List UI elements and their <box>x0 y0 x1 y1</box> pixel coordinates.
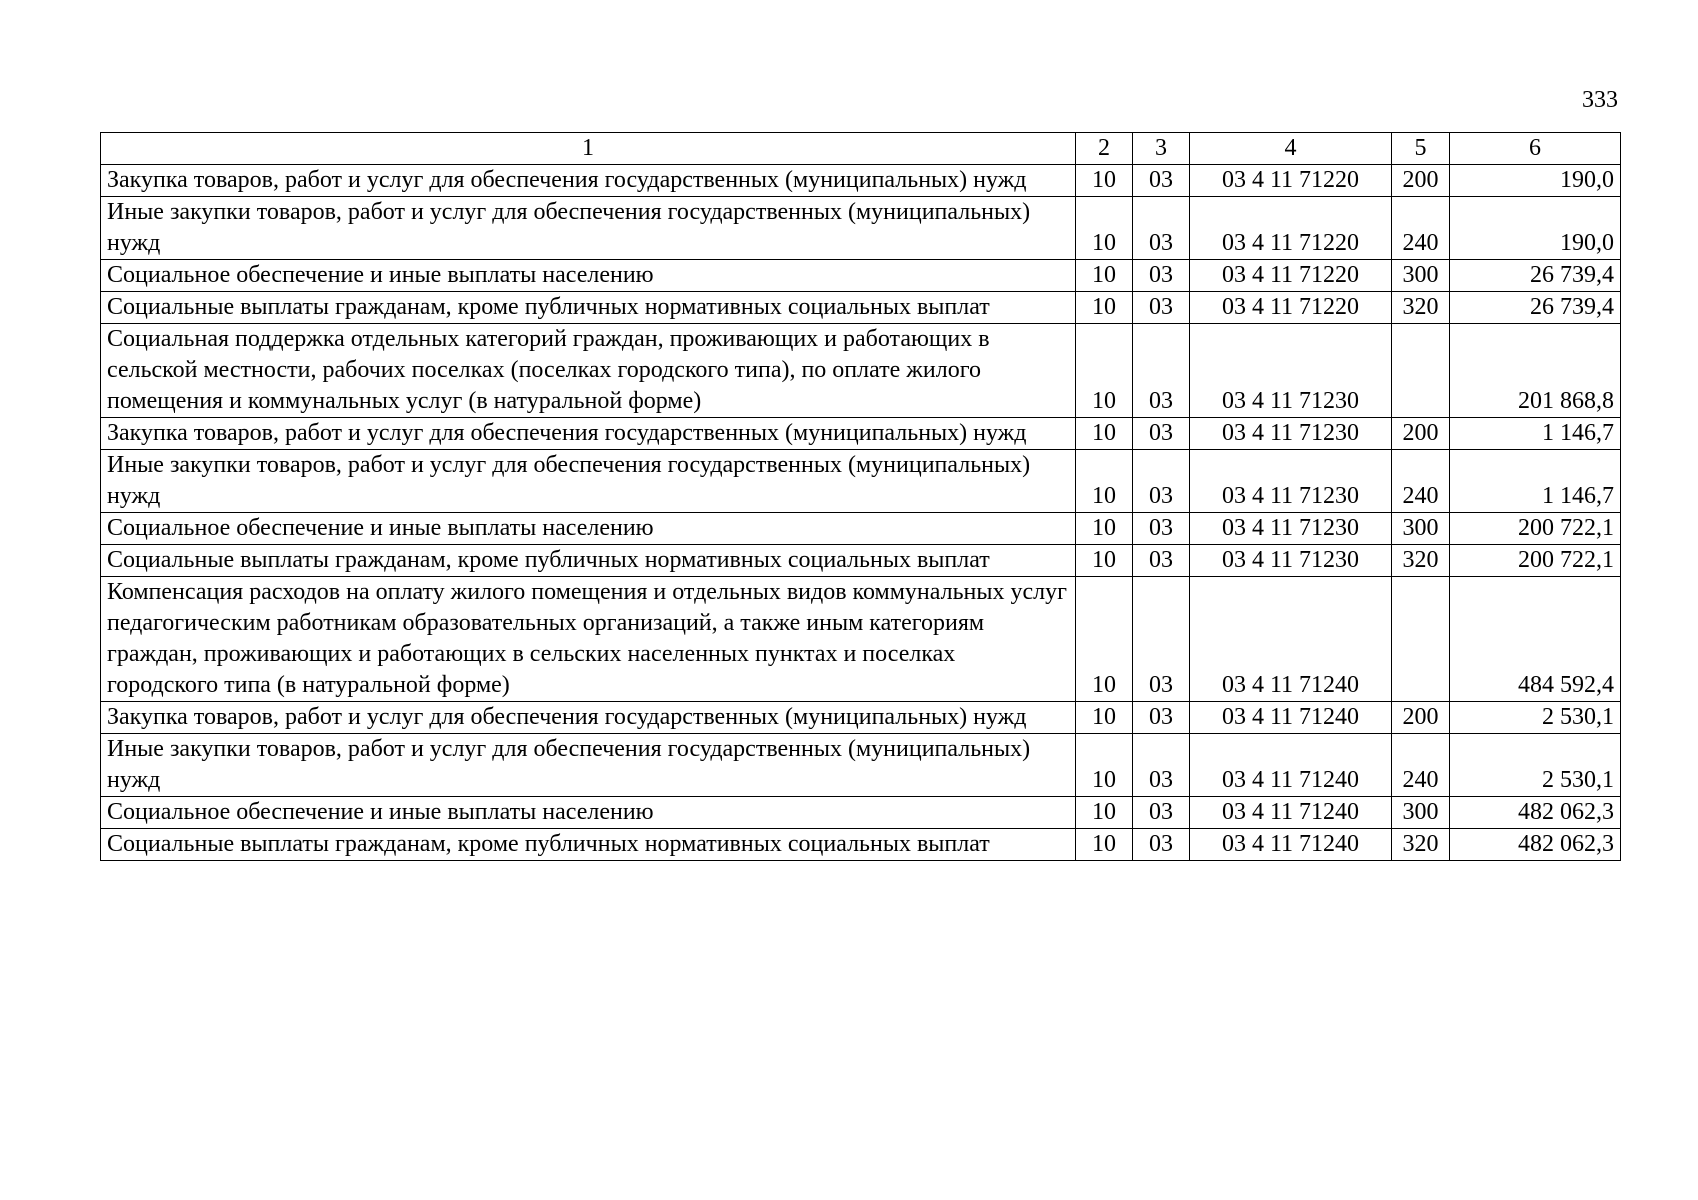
subsection-code-cell: 03 <box>1133 292 1190 324</box>
column-header: 2 <box>1076 133 1133 165</box>
table-row <box>101 545 1621 577</box>
amount-cell: 200 722,1 <box>1450 513 1621 545</box>
subsection-code-cell: 03 <box>1133 513 1190 545</box>
section-code-cell: 10 <box>1076 418 1133 450</box>
target-article-cell: 03 4 11 71220 <box>1190 165 1392 197</box>
expense-name-cell: Социальные выплаты гражданам, кроме публичных нормативных социальных выплат <box>101 292 1076 324</box>
expense-name-cell: Иные закупки товаров, работ и услуг для обеспечения государственных (муниципальных) нужд <box>101 450 1076 513</box>
amount-cell: 190,0 <box>1450 165 1621 197</box>
amount-cell: 484 592,4 <box>1450 577 1621 702</box>
table-row <box>101 260 1621 292</box>
target-article-cell: 03 4 11 71230 <box>1190 324 1392 418</box>
budget-table <box>100 132 1621 861</box>
section-code-cell: 10 <box>1076 260 1133 292</box>
column-header: 1 <box>101 133 1076 165</box>
table-row <box>101 165 1621 197</box>
expense-name-cell: Закупка товаров, работ и услуг для обеспечения государственных (муниципальных) нужд <box>101 418 1076 450</box>
table-row <box>101 324 1621 418</box>
target-article-cell: 03 4 11 71230 <box>1190 450 1392 513</box>
amount-cell: 482 062,3 <box>1450 829 1621 861</box>
expense-type-cell: 240 <box>1392 734 1450 797</box>
expense-name-cell: Социальное обеспечение и иные выплаты населению <box>101 513 1076 545</box>
section-code-cell: 10 <box>1076 577 1133 702</box>
subsection-code-cell: 03 <box>1133 577 1190 702</box>
target-article-cell: 03 4 11 71240 <box>1190 829 1392 861</box>
expense-type-cell: 300 <box>1392 513 1450 545</box>
target-article-cell: 03 4 11 71220 <box>1190 292 1392 324</box>
expense-name-cell: Социальные выплаты гражданам, кроме публичных нормативных социальных выплат <box>101 545 1076 577</box>
expense-name-cell: Закупка товаров, работ и услуг для обеспечения государственных (муниципальных) нужд <box>101 165 1076 197</box>
amount-cell: 201 868,8 <box>1450 324 1621 418</box>
expense-type-cell: 300 <box>1392 260 1450 292</box>
expense-type-cell: 300 <box>1392 797 1450 829</box>
subsection-code-cell: 03 <box>1133 702 1190 734</box>
target-article-cell: 03 4 11 71240 <box>1190 734 1392 797</box>
section-code-cell: 10 <box>1076 545 1133 577</box>
amount-cell: 1 146,7 <box>1450 450 1621 513</box>
expense-type-cell: 320 <box>1392 829 1450 861</box>
section-code-cell: 10 <box>1076 734 1133 797</box>
target-article-cell: 03 4 11 71240 <box>1190 577 1392 702</box>
subsection-code-cell: 03 <box>1133 165 1190 197</box>
target-article-cell: 03 4 11 71230 <box>1190 545 1392 577</box>
table-row <box>101 577 1621 702</box>
section-code-cell: 10 <box>1076 797 1133 829</box>
target-article-cell: 03 4 11 71240 <box>1190 797 1392 829</box>
expense-name-cell: Иные закупки товаров, работ и услуг для обеспечения государственных (муниципальных) нужд <box>101 197 1076 260</box>
column-number-row <box>101 133 1621 165</box>
table-row <box>101 197 1621 260</box>
table-row <box>101 450 1621 513</box>
subsection-code-cell: 03 <box>1133 829 1190 861</box>
section-code-cell: 10 <box>1076 450 1133 513</box>
subsection-code-cell: 03 <box>1133 260 1190 292</box>
subsection-code-cell: 03 <box>1133 418 1190 450</box>
table-row <box>101 513 1621 545</box>
table-row <box>101 734 1621 797</box>
amount-cell: 26 739,4 <box>1450 260 1621 292</box>
expense-name-cell: Социальное обеспечение и иные выплаты населению <box>101 797 1076 829</box>
expense-name-cell: Социальные выплаты гражданам, кроме публичных нормативных социальных выплат <box>101 829 1076 861</box>
target-article-cell: 03 4 11 71220 <box>1190 260 1392 292</box>
expense-type-cell: 320 <box>1392 545 1450 577</box>
column-header: 3 <box>1133 133 1190 165</box>
expense-name-cell: Закупка товаров, работ и услуг для обеспечения государственных (муниципальных) нужд <box>101 702 1076 734</box>
amount-cell: 1 146,7 <box>1450 418 1621 450</box>
amount-cell: 482 062,3 <box>1450 797 1621 829</box>
expense-type-cell: 200 <box>1392 418 1450 450</box>
column-header: 6 <box>1450 133 1621 165</box>
table-row <box>101 702 1621 734</box>
target-article-cell: 03 4 11 71240 <box>1190 702 1392 734</box>
column-header: 4 <box>1190 133 1392 165</box>
subsection-code-cell: 03 <box>1133 734 1190 797</box>
section-code-cell: 10 <box>1076 324 1133 418</box>
expense-type-cell <box>1392 324 1450 418</box>
target-article-cell: 03 4 11 71220 <box>1190 197 1392 260</box>
expense-name-cell: Компенсация расходов на оплату жилого помещения и отдельных видов коммунальных услуг педагогическим работникам образовательных организаций, а также иным категориям граждан, проживающих и работающих в сельских населенных пунктах и поселках городского типа (в натуральной форме) <box>101 577 1076 702</box>
expense-type-cell: 320 <box>1392 292 1450 324</box>
amount-cell: 2 530,1 <box>1450 702 1621 734</box>
amount-cell: 2 530,1 <box>1450 734 1621 797</box>
section-code-cell: 10 <box>1076 197 1133 260</box>
subsection-code-cell: 03 <box>1133 450 1190 513</box>
amount-cell: 190,0 <box>1450 197 1621 260</box>
amount-cell: 200 722,1 <box>1450 545 1621 577</box>
subsection-code-cell: 03 <box>1133 197 1190 260</box>
target-article-cell: 03 4 11 71230 <box>1190 418 1392 450</box>
expense-type-cell: 200 <box>1392 165 1450 197</box>
table-body <box>101 165 1621 861</box>
table-row <box>101 292 1621 324</box>
table-row <box>101 418 1621 450</box>
section-code-cell: 10 <box>1076 165 1133 197</box>
expense-name-cell: Иные закупки товаров, работ и услуг для обеспечения государственных (муниципальных) нужд <box>101 734 1076 797</box>
table-row <box>101 797 1621 829</box>
expense-name-cell: Социальное обеспечение и иные выплаты населению <box>101 260 1076 292</box>
section-code-cell: 10 <box>1076 292 1133 324</box>
section-code-cell: 10 <box>1076 829 1133 861</box>
amount-cell: 26 739,4 <box>1450 292 1621 324</box>
table-row <box>101 829 1621 861</box>
expense-type-cell: 200 <box>1392 702 1450 734</box>
subsection-code-cell: 03 <box>1133 545 1190 577</box>
subsection-code-cell: 03 <box>1133 797 1190 829</box>
expense-name-cell: Социальная поддержка отдельных категорий граждан, проживающих и работающих в сельской местности, рабочих поселках (поселках городского типа), по оплате жилого помещения и коммунальных услуг (в натуральной форме) <box>101 324 1076 418</box>
expense-type-cell: 240 <box>1392 197 1450 260</box>
target-article-cell: 03 4 11 71230 <box>1190 513 1392 545</box>
column-header: 5 <box>1392 133 1450 165</box>
section-code-cell: 10 <box>1076 513 1133 545</box>
section-code-cell: 10 <box>1076 702 1133 734</box>
expense-type-cell: 240 <box>1392 450 1450 513</box>
subsection-code-cell: 03 <box>1133 324 1190 418</box>
page-number: 333 <box>1582 87 1618 113</box>
expense-type-cell <box>1392 577 1450 702</box>
